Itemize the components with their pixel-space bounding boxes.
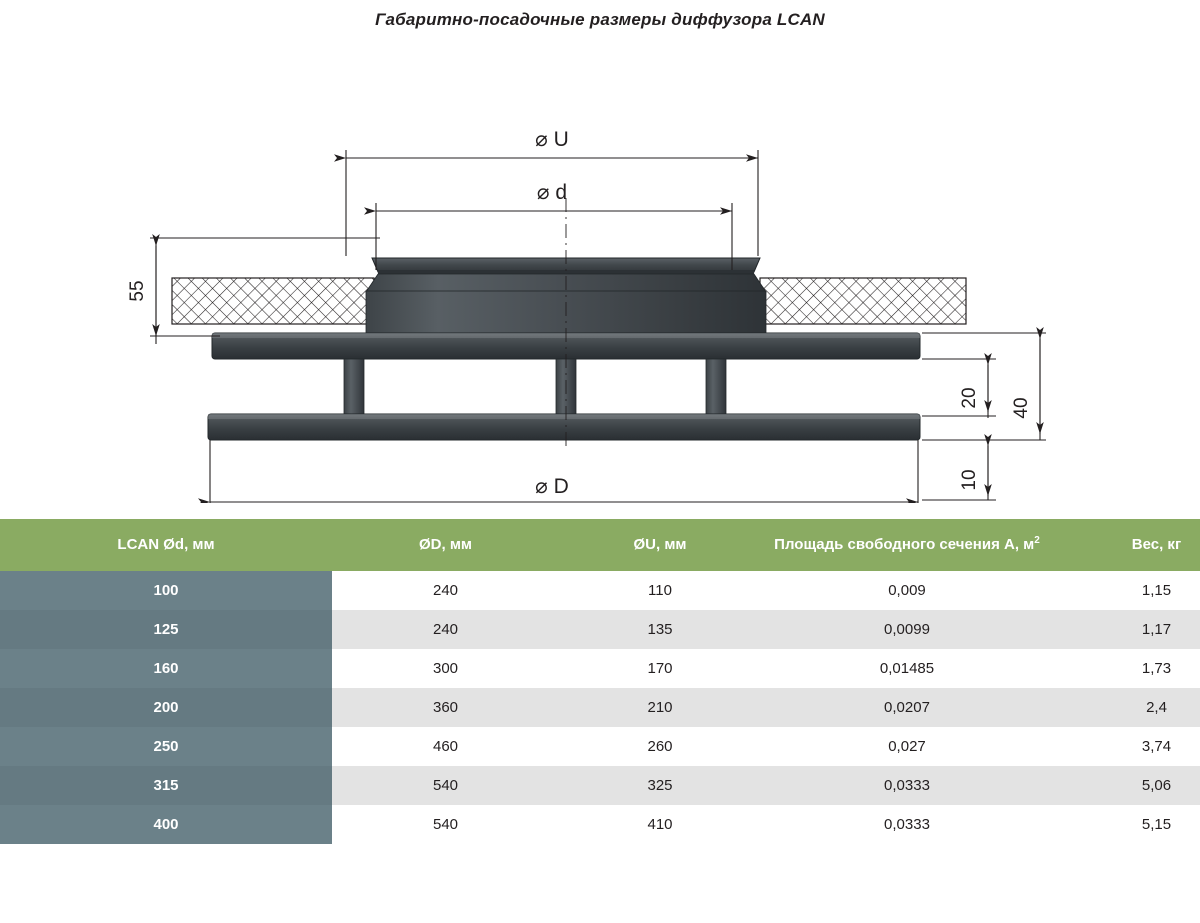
label-height-40: 40	[1011, 397, 1032, 419]
specification-table	[0, 519, 1200, 844]
header-weight: Вес, кг	[1053, 519, 1200, 571]
diffuser-legs	[344, 359, 726, 415]
specification-table-wrapper	[0, 519, 1200, 844]
cell-d: 240	[332, 610, 559, 649]
cell-d: 240	[332, 571, 559, 610]
cell-d: 540	[332, 805, 559, 844]
header-free-area-text: Площадь свободного сечения A, м	[774, 536, 1035, 553]
table-row	[0, 805, 1200, 844]
table-row	[0, 688, 1200, 727]
cell-u: 110	[559, 571, 761, 610]
header-d: ØD, мм	[332, 519, 559, 571]
table-row	[0, 610, 1200, 649]
cell-lcan-d: 200	[0, 688, 332, 727]
cell-u: 170	[559, 649, 761, 688]
cell-area: 0,0333	[761, 766, 1053, 805]
header-free-area-sup: 2	[1034, 535, 1040, 546]
cell-u: 210	[559, 688, 761, 727]
cell-weight: 5,06	[1053, 766, 1200, 805]
page-title: Габаритно-посадочные размеры диффузора LCAN	[375, 10, 825, 29]
cell-weight: 1,15	[1053, 571, 1200, 610]
dimension-height-40	[922, 333, 1046, 440]
cell-lcan-d: 125	[0, 610, 332, 649]
cell-d: 460	[332, 727, 559, 766]
cell-weight: 2,4	[1053, 688, 1200, 727]
label-diameter-d-inner: ⌀ d	[536, 181, 568, 204]
table-body	[0, 571, 1200, 844]
label-height-55: 55	[127, 280, 148, 302]
cell-area: 0,027	[761, 727, 1053, 766]
table-row	[0, 766, 1200, 805]
label-diameter-u: ⌀ U	[535, 128, 569, 151]
header-u: ØU, мм	[559, 519, 761, 571]
header-free-area	[761, 519, 1053, 571]
table-header-row	[0, 519, 1200, 571]
cell-lcan-d: 315	[0, 766, 332, 805]
table-row	[0, 727, 1200, 766]
technical-drawing	[0, 48, 1200, 503]
ceiling-hatch-right	[760, 278, 966, 324]
cell-weight: 1,73	[1053, 649, 1200, 688]
cell-d: 360	[332, 688, 559, 727]
cell-u: 410	[559, 805, 761, 844]
cell-area: 0,0207	[761, 688, 1053, 727]
cell-u: 135	[559, 610, 761, 649]
ceiling-hatch-left	[172, 278, 374, 324]
cell-lcan-d: 400	[0, 805, 332, 844]
label-height-10: 10	[959, 469, 980, 491]
cell-d: 540	[332, 766, 559, 805]
label-height-20: 20	[959, 387, 980, 409]
table-row	[0, 649, 1200, 688]
cell-weight: 1,17	[1053, 610, 1200, 649]
cell-area: 0,01485	[761, 649, 1053, 688]
cell-lcan-d: 160	[0, 649, 332, 688]
cell-lcan-d: 250	[0, 727, 332, 766]
cell-u: 325	[559, 766, 761, 805]
cell-area: 0,0099	[761, 610, 1053, 649]
cell-area: 0,009	[761, 571, 1053, 610]
label-diameter-d-outer: ⌀ D	[535, 475, 569, 498]
header-lcan-d: LCAN Ød, мм	[0, 519, 332, 571]
cell-area: 0,0333	[761, 805, 1053, 844]
cell-weight: 5,15	[1053, 805, 1200, 844]
cell-d: 300	[332, 649, 559, 688]
diffuser-lower-plate	[208, 414, 920, 440]
cell-u: 260	[559, 727, 761, 766]
cell-lcan-d: 100	[0, 571, 332, 610]
table-row	[0, 571, 1200, 610]
cell-weight: 3,74	[1053, 727, 1200, 766]
